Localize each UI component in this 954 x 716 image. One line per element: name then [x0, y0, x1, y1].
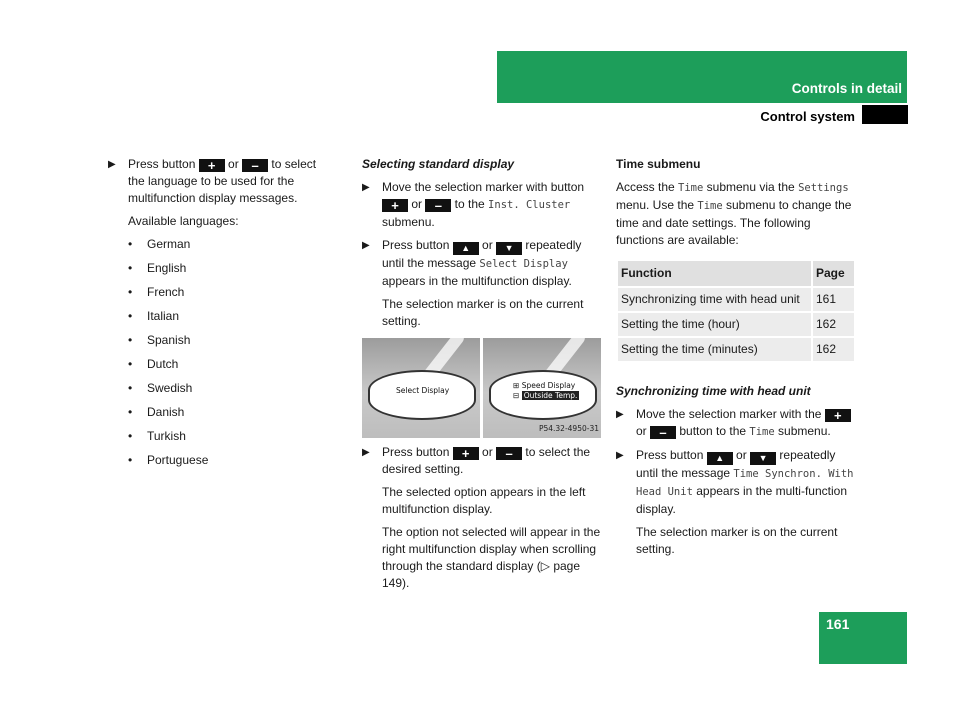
plus-button-icon: + — [382, 199, 408, 212]
available-languages-label: Available languages: — [128, 214, 239, 228]
list-item: • Dutch — [128, 356, 336, 373]
minus-button-icon: – — [496, 447, 522, 460]
language-list — [108, 236, 336, 469]
list-item: • Spanish — [128, 332, 336, 349]
list-item: • German — [128, 236, 336, 253]
display-message: Inst. Cluster — [488, 199, 571, 211]
list-item: • Italian — [128, 308, 336, 325]
up-button-icon: ▲ — [453, 242, 479, 255]
column-time-submenu — [616, 156, 856, 564]
step-move-to-time: ▶ Move the selection marker with the + or – button to the Time submenu. — [616, 406, 856, 441]
step-arrow-icon: ▶ — [616, 450, 624, 461]
step-select-language: ▶ Press button + or – to select the language to be used for the multifunction display messages. — [108, 157, 317, 205]
note-right-display: The option not selected will appear in the right multifunction display when scrolling through the standard display (▷ page 149). — [382, 525, 601, 590]
step-move-marker: ▶ Move the selection marker with button + or – to the Inst. Cluster submenu. — [362, 180, 585, 229]
minus-marker-icon: ⊟ — [513, 391, 520, 400]
left-multifunction-display — [368, 370, 476, 420]
heading-time-submenu: Time submenu — [616, 157, 701, 171]
list-item: • French — [128, 284, 336, 301]
menu-name: Time — [678, 182, 704, 194]
column-standard-display — [362, 156, 602, 598]
heading-standard-display: Selecting standard display — [362, 157, 515, 171]
down-button-icon: ▼ — [496, 242, 522, 255]
cluster-display-figure — [362, 338, 602, 438]
plus-button-icon: + — [825, 409, 851, 422]
step-press-arrow: ▶ Press button ▲ or ▼ repeatedly until the message Select Display appears in the multifunction display. — [362, 238, 582, 288]
table-row: Setting the time (hour) 162 — [617, 312, 855, 337]
note-left-display: The selected option appears in the left multifunction display. — [382, 485, 586, 516]
right-display-line1: Speed Display — [521, 381, 576, 390]
menu-name: Settings — [798, 182, 849, 194]
minus-button-icon: – — [242, 159, 268, 172]
down-button-icon: ▼ — [750, 452, 776, 465]
step-press-arrow-sync: ▶ Press button ▲ or ▼ repeatedly until the message Time Synchron. With Head Unit appears in the multi-function display. — [616, 448, 854, 516]
figure-code: P54.32-4950-31 — [538, 424, 599, 433]
list-item: • Portuguese — [128, 452, 336, 469]
left-display-text: Select Display — [396, 386, 450, 395]
step-select-setting: ▶ Press button + or – to select the desired setting. — [362, 445, 591, 476]
plus-marker-icon: ⊞ — [513, 381, 520, 390]
right-display-line2: Outside Temp. — [523, 391, 578, 400]
table-row: Setting the time (minutes) 162 — [617, 337, 855, 362]
menu-name: Time — [697, 200, 723, 212]
step-arrow-icon: ▶ — [616, 409, 624, 420]
column-header-page: Page — [812, 260, 855, 287]
table-row: Synchronizing time with head unit 161 — [617, 287, 855, 312]
step-arrow-icon: ▶ — [362, 240, 370, 251]
table-header-row — [617, 260, 855, 287]
right-display-panel — [483, 338, 601, 438]
left-display-panel — [362, 338, 480, 438]
column-languages — [108, 156, 336, 476]
list-item: • Swedish — [128, 380, 336, 397]
column-header-function: Function — [617, 260, 812, 287]
step-arrow-icon: ▶ — [362, 447, 370, 458]
menu-name: Time — [749, 426, 775, 438]
display-message: Select Display — [479, 258, 568, 270]
function-table — [616, 259, 856, 363]
plus-button-icon: + — [199, 159, 225, 172]
up-button-icon: ▲ — [707, 452, 733, 465]
list-item: • Turkish — [128, 428, 336, 445]
subsection-title: Control system — [760, 109, 855, 124]
section-title: Controls in detail — [791, 81, 902, 96]
right-multifunction-display — [489, 370, 597, 420]
minus-button-icon: – — [650, 426, 676, 439]
note-selection-marker: The selection marker is on the current setting. — [636, 525, 838, 556]
time-submenu-intro: Access the Time submenu via the Settings menu. Use the Time submenu to change the time and date settings. The following functions are available: — [616, 180, 852, 247]
step-arrow-icon: ▶ — [362, 182, 370, 193]
step-arrow-icon: ▶ — [108, 159, 116, 170]
display-message: Time Synchron. With Head Unit — [636, 468, 854, 498]
page-number: 161 — [826, 616, 850, 632]
note-selection-marker: The selection marker is on the current setting. — [382, 297, 584, 328]
heading-sync-time: Synchronizing time with head unit — [616, 384, 811, 398]
list-item: • Danish — [128, 404, 336, 421]
list-item: • English — [128, 260, 336, 277]
minus-button-icon: – — [425, 199, 451, 212]
plus-button-icon: + — [453, 447, 479, 460]
header-marker — [862, 105, 908, 124]
